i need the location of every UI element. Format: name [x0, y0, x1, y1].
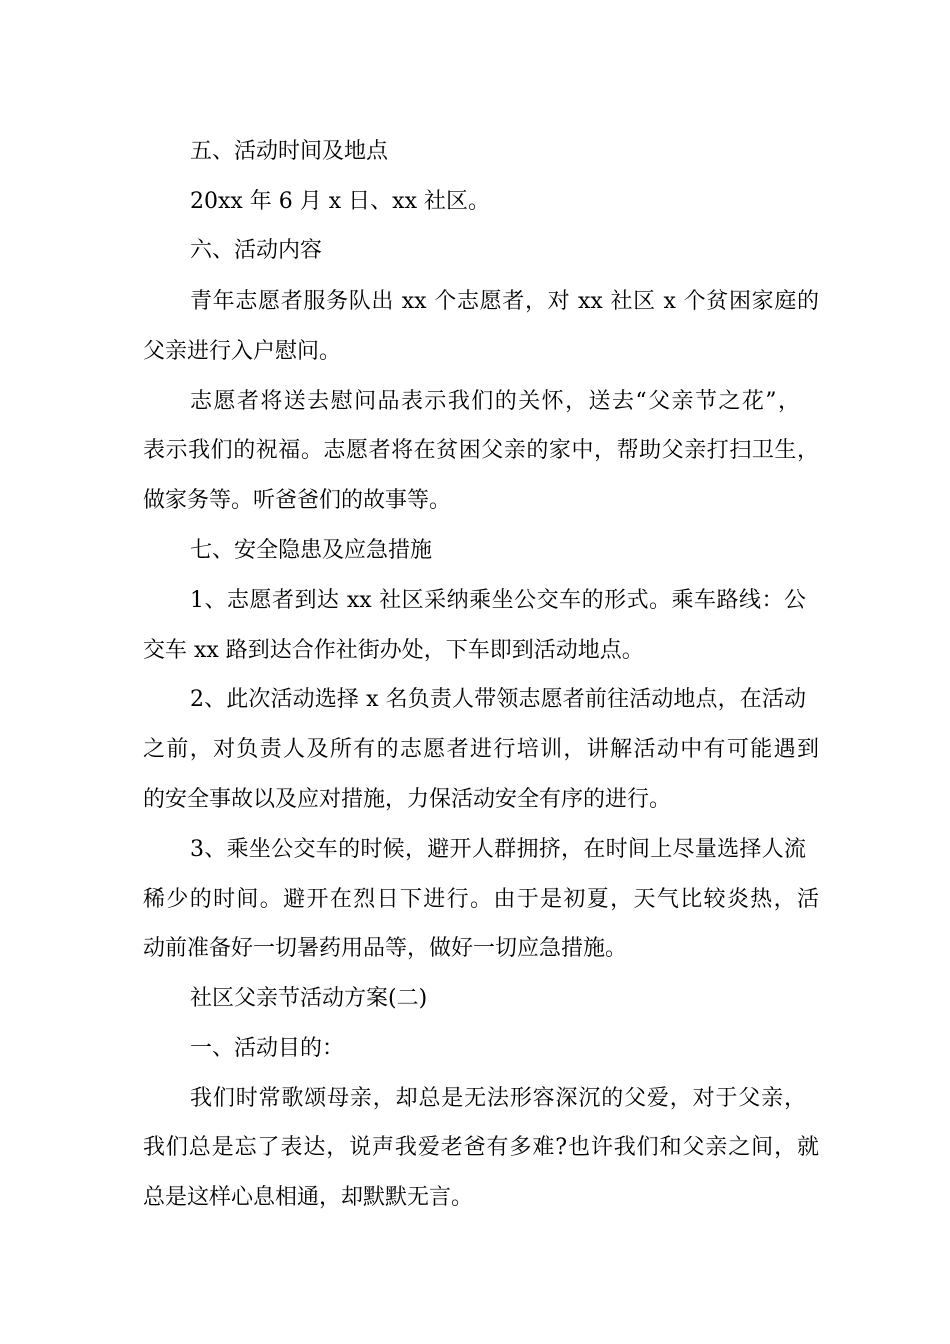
paragraph-line: 1、志愿者到达 xx 社区采纳乘坐公交车的形式。乘车路线：公 — [190, 588, 806, 613]
paragraph-line: 青年志愿者服务队出 xx 个志愿者，对 xx 社区 x 个贫困家庭的 — [190, 289, 819, 314]
paragraph-line: 的安全事故以及应对措施，力保活动安全有序的进行。 — [143, 787, 672, 812]
paragraph-line: 交车 xx 路到达合作社街办处，下车即到活动地点。 — [143, 638, 644, 663]
paragraph-line: 2、此次活动选择 x 名负责人带领志愿者前往活动地点，在活动 — [190, 687, 806, 712]
heading-activity-purpose: 一、活动目的： — [190, 1036, 345, 1061]
paragraph-line: 动前准备好一切暑药用品等，做好一切应急措施。 — [143, 936, 628, 961]
paragraph-line: 志愿者将送去慰问品表示我们的关怀，送去“父亲节之花”， — [190, 389, 800, 414]
paragraph-line: 表示我们的祝福。志愿者将在贫困父亲的家中，帮助父亲打扫卫生， — [143, 438, 819, 463]
paragraph-line: 做家务等。听爸爸们的故事等。 — [143, 488, 452, 513]
paragraph-line: 稀少的时间。避开在烈日下进行。由于是初夏，天气比较炎热，活 — [143, 887, 819, 912]
paragraph-line: 父亲进行入户慰问。 — [143, 339, 342, 364]
paragraph-line: 之前，对负责人及所有的志愿者进行培训，讲解活动中有可能遇到 — [143, 737, 819, 762]
heading-safety-measures: 七、安全隐患及应急措施 — [190, 538, 433, 563]
paragraph-line: 我们总是忘了表达，说声我爱老爸有多难?也许我们和父亲之间，就 — [143, 1135, 819, 1160]
heading-activity-content: 六、活动内容 — [190, 238, 323, 263]
heading-time-location: 五、活动时间及地点 — [190, 139, 389, 164]
section-title-plan-two: 社区父亲节活动方案(二) — [190, 986, 428, 1011]
paragraph-line: 总是这样心息相通，却默默无言。 — [143, 1185, 474, 1210]
paragraph-line: 3、乘坐公交车的时候，避开人群拥挤，在时间上尽量选择人流 — [190, 837, 806, 862]
paragraph-line: 20xx 年 6 月 x 日、xx 社区。 — [190, 189, 490, 214]
paragraph-line: 我们时常歌颂母亲，却总是无法形容深沉的父爱，对于父亲， — [190, 1086, 806, 1111]
